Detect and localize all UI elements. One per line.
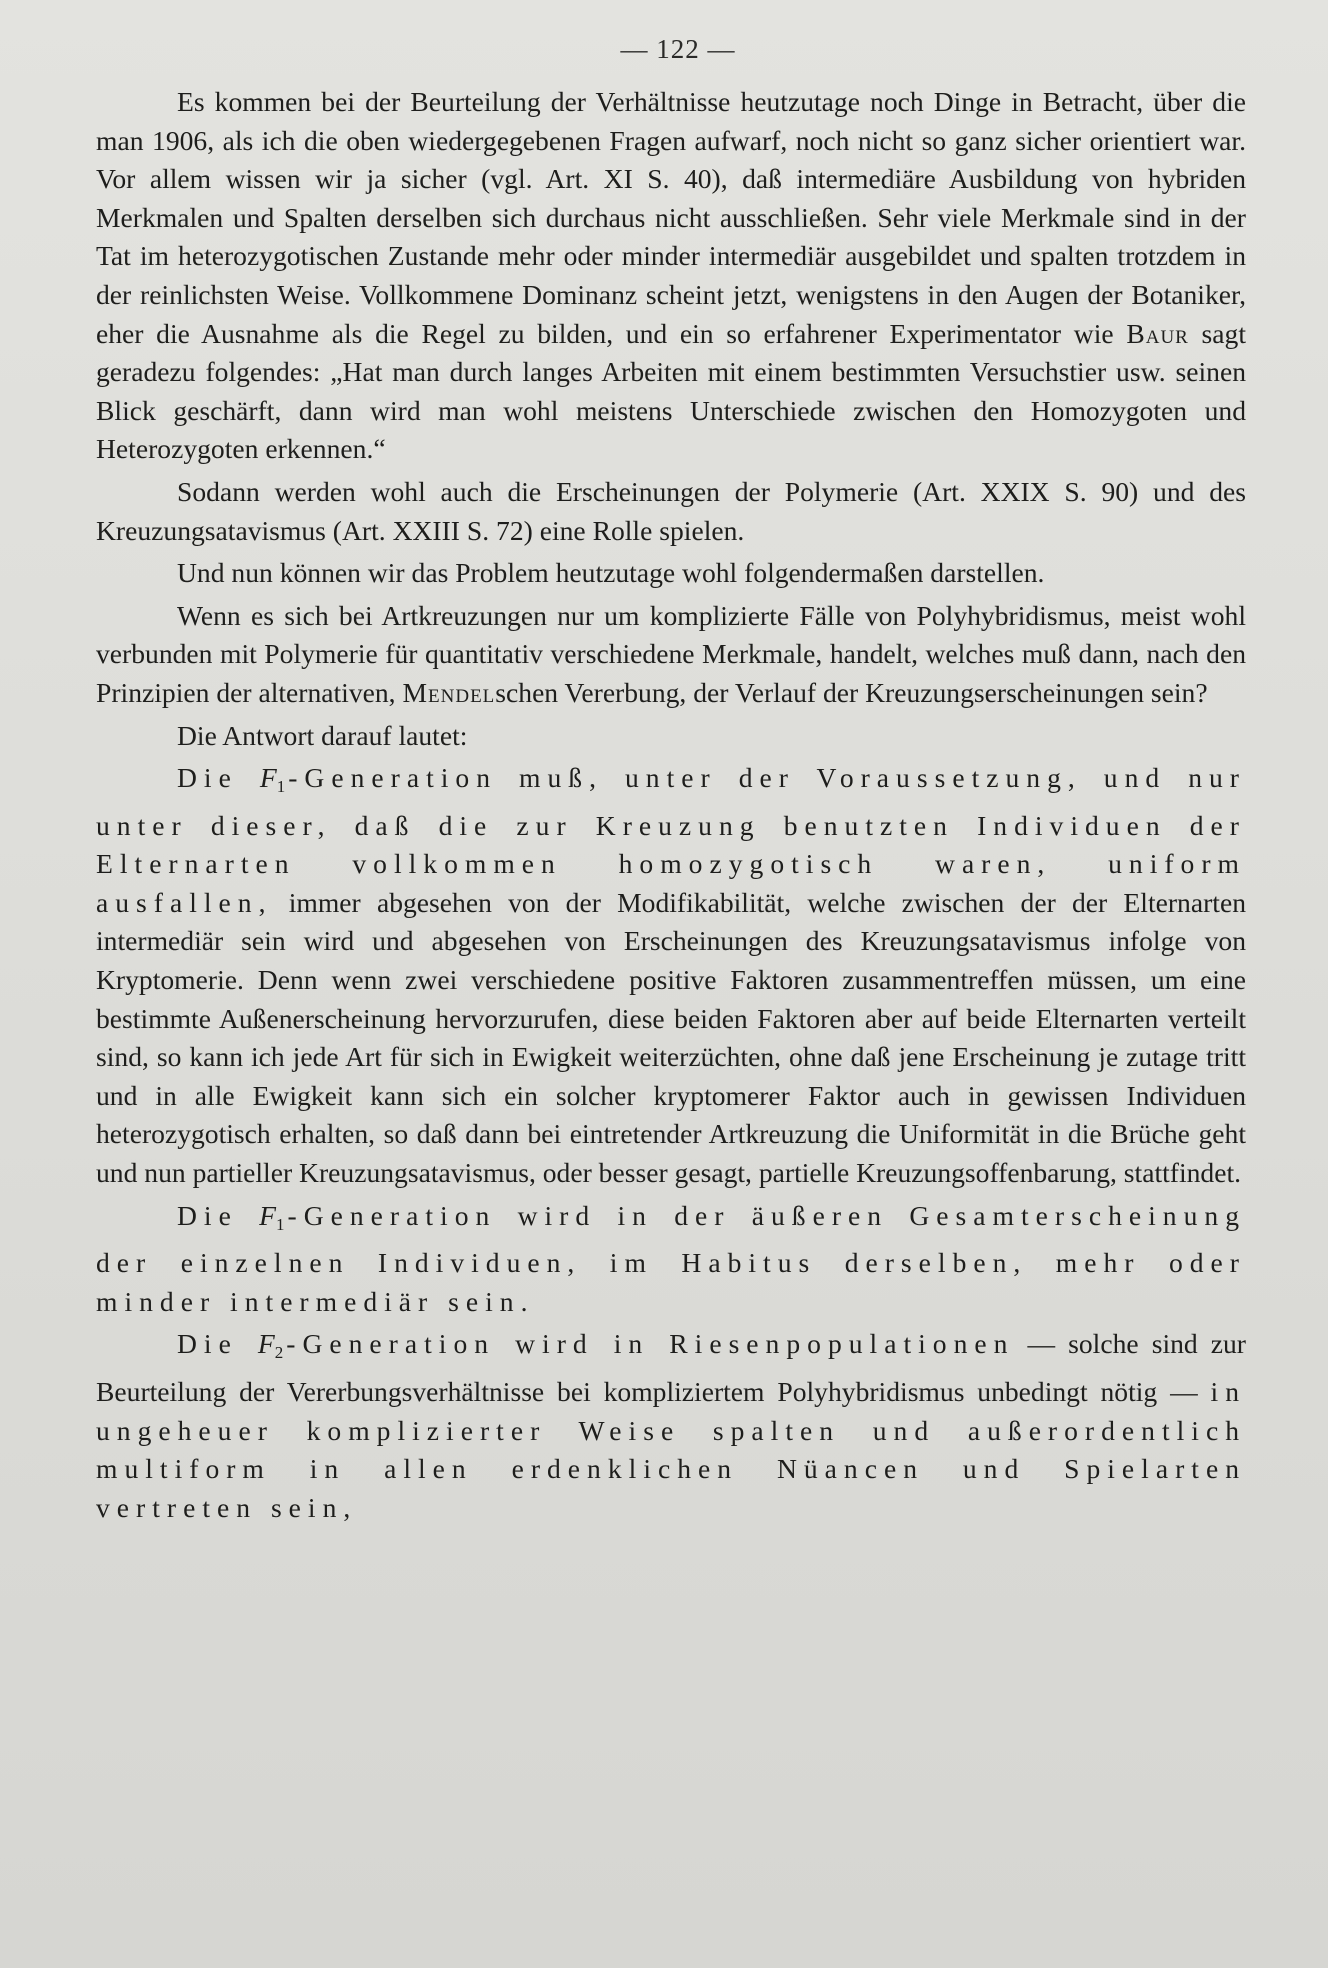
generation-symbol: F [257, 1328, 275, 1360]
paragraph-f1-uniform [96, 759, 1246, 1193]
spaced-text: -Generation muß, unter der Voraussetzung, und nur unter dieser, daß die zur Kreuzung benutzten Individuen der Elternarten vollkommen homozygotisch waren, uniform ausfallen, [96, 762, 1246, 918]
paragraph-f2-split [96, 1325, 1246, 1527]
paragraph-answer-intro [96, 717, 1246, 756]
paragraph-text: Sodann werden wohl auch die Erscheinungen der Polymerie (Art. XXIX S. 90) und des Kreuzungsatavismus (Art. XXIII S. 72) eine Rolle spielen. [96, 475, 1246, 546]
paragraph-text: Die Antwort darauf lautet: [177, 719, 468, 751]
paragraph-polymerie [96, 473, 1246, 550]
generation-symbol: F [259, 762, 277, 794]
spaced-text: Die [177, 1199, 260, 1231]
page-number: — 122 — [620, 34, 736, 64]
spaced-text: in ungeheuer komplizierter Weise spalten und außerordentlich multiform in allen erdenklichen Nüancen und Spielarten vertreten sein, [96, 1376, 1246, 1523]
spaced-text: -Generation wird in Riesenpopulationen [286, 1328, 1015, 1360]
paragraph-text: Wenn es sich bei Artkreuzungen nur um komplizierte Fälle von Polyhybridismus, meist wohl verbunden mit Polymerie für quantitativ verschiedene Merkmale, handelt, welches muß dann, nach den Prinzipien der alternativen, [96, 599, 1246, 708]
generation-symbol: F [259, 1199, 277, 1231]
paragraph-text: schen Vererbung, der Verlauf der Kreuzungserscheinungen sein? [495, 676, 1208, 708]
paragraph-text: Und nun können wir das Problem heutzutage wohl folgendermaßen darstellen. [177, 557, 1045, 589]
paragraph-dominance [96, 83, 1246, 469]
author-name-mendel: Mendel [402, 676, 496, 708]
generation-subscript: 1 [276, 1214, 288, 1234]
generation-subscript: 2 [274, 1343, 287, 1363]
paragraph-problem [96, 554, 1246, 593]
spaced-text: Die [177, 1328, 258, 1360]
spaced-text: Die [177, 762, 260, 794]
generation-subscript: 1 [276, 777, 289, 797]
paragraph-question [96, 597, 1246, 713]
author-name-baur: Baur [1126, 317, 1189, 349]
spaced-text: -Generation wird in der äußeren Gesamterscheinung der einzelnen Individuen, im Habitus derselben, mehr oder minder intermediär sein. [96, 1199, 1246, 1317]
paragraph-text: immer abgesehen von der Modifikabilität, welche zwischen der der Elternarten intermediär sein wird und abgesehen von Erscheinungen des Kreuzungsatavismus infolge von Kryptomerie. Denn wenn zwei verschiedene positive Faktoren zusammentreffen müssen, um eine bestimmte Außenerscheinung hervorzurufen, diese beiden Faktoren aber auf beide Elternarten verteilt sind, so kann ich jede Art für sich in Ewigkeit weiterzüchten, ohne daß jene Erscheinung je zutage tritt und in alle Ewigkeit kann sich ein solcher kryptomerer Faktor auch in gewissen Individuen heterozygotisch erhalten, so daß dann bei eintretender Artkreuzung die Uniformität in die Brüche geht und nun partieller Kreuzungsatavismus, oder besser gesagt, partielle Kreuzungsoffenbarung, stattfindet. [96, 886, 1246, 1189]
paragraph-text: — solche sind zur Beurteilung der Vererbungsverhältnisse bei kompliziertem Polyhybridismus unbedingt nötig — [96, 1328, 1246, 1407]
paragraph-text: sagt geradezu folgendes: „Hat man durch langes Arbeiten mit einem bestimmten Versuchstier usw. seinen Blick geschärft, dann wird man wohl meistens Unterschiede zwischen den Homozygoten und Heterozygoten erkennen.“ [96, 317, 1246, 465]
paragraph-f1-intermediate [96, 1197, 1246, 1322]
paragraph-text: Es kommen bei der Beurteilung der Verhältnisse heutzutage noch Dinge in Betracht, über die man 1906, als ich die oben wiedergegebenen Fragen aufwarf, noch nicht so ganz sicher orientiert war. Vor allem wissen wir ja sicher (vgl. Art. XI S. 40), daß intermediäre Ausbildung von hybriden Merkmalen und Spalten derselben sich durchaus nicht ausschließen. Sehr viele Merkmale sind in der Tat im heterozygotischen Zustande mehr oder minder intermediär ausgebildet und spalten trotzdem in der reinlichsten Weise. Vollkommene Dominanz scheint jetzt, wenigstens in den Augen der Botaniker, eher die Ausnahme als die Regel zu bilden, und ein so erfahrener Experimentator wie [96, 86, 1246, 349]
